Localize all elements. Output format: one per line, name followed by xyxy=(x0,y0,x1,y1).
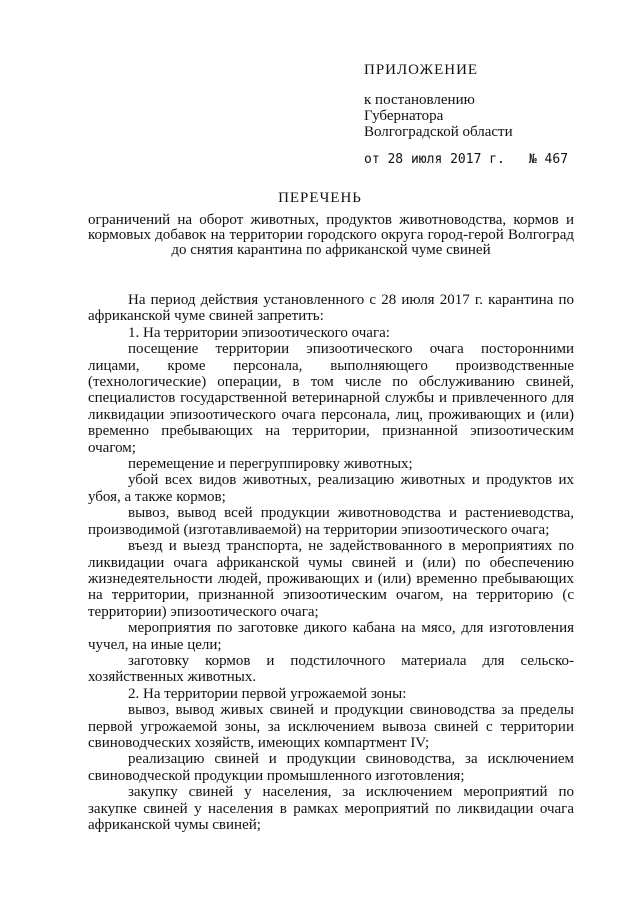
appendix-number: № 467 xyxy=(528,152,569,167)
section-2-item-2: реализацию свиней и продукции свиноводства, за исключением свиноводческой продукции промышленного изготовления; xyxy=(88,751,574,784)
appendix-line-2: Губернатора xyxy=(364,108,444,124)
section-1-item-2: перемещение и перегруппировку животных; xyxy=(128,456,413,473)
section-1-heading: 1. На территории эпизоотического очага: xyxy=(128,324,390,341)
document-title: ПЕРЕЧЕНЬ xyxy=(278,190,362,206)
appendix-date: от 28 июля 2017 г. xyxy=(364,152,505,167)
section-1-item-6: мероприятия по заготовке дикого кабана на мясо, для изготовления чучел, на иные цели; xyxy=(88,620,574,653)
appendix-line-1: к постановлению xyxy=(364,92,475,108)
document-body xyxy=(88,292,574,833)
section-1-item-7: заготовку кормов и подстилочного материала для сельско-хозяйственных животных. xyxy=(88,652,574,686)
section-1-item-3: убой всех видов животных, реализацию животных и продуктов их убоя, а также кормов; xyxy=(88,472,574,505)
document-subtitle: ограничений на оборот животных, продуктов животноводства, кормов и кормовых добавок на территории городского округа город-герой Волгоград до снятия карантина по африканской чуме свиней xyxy=(88,212,574,258)
section-2-heading: 2. На территории первой угрожаемой зоны: xyxy=(128,685,407,702)
appendix-block xyxy=(364,62,568,168)
section-2-item-3: закупку свиней у населения, за исключением мероприятий по закупке свиней у населения в рамках мероприятий по ликвидации очага африканской чумы свиней; xyxy=(88,784,574,833)
section-2-item-1: вывоз, вывод живых свиней и продукции свиноводства за пределы первой угрожаемой зоны, за исключением вывоза свиней с территории свиноводческих хозяйств, имеющих компартмент IV; xyxy=(88,702,574,751)
section-1-item-1: посещение территории эпизоотического очага посторонними лицами, кроме персонала, выполняющего производственные (технологические) операции, в том числе по обслуживанию свиней, специалистов государственной ветеринарной службы и привлеченного для ликвидации эпизоотического очага персонала, лиц, проживающих и (или) временно пребывающих на территории, признанной эпизоотическим очагом; xyxy=(88,341,574,456)
appendix-heading: ПРИЛОЖЕНИЕ xyxy=(364,62,479,78)
appendix-dateline xyxy=(364,152,568,168)
intro-paragraph: На период действия установленного с 28 июля 2017 г. карантина по африканской чуме свиней запретить: xyxy=(88,292,574,325)
section-1-item-4: вывоз, вывод всей продукции животноводства и растениеводства, производимой (изготавливаемой) на территории эпизоотического очага; xyxy=(88,505,574,538)
section-1-item-5: въезд и выезд транспорта, не задействованного в мероприятиях по ликвидации очага африканской чумы свиней и (или) по обеспечению жизнедеятельности людей, проживающих и (или) временно пребывающих на территории, признанной эпизоотическим очагом, на территорию (с территории) эпизоотического очага; xyxy=(88,538,574,620)
appendix-line-3: Волгоградской области xyxy=(364,124,513,140)
